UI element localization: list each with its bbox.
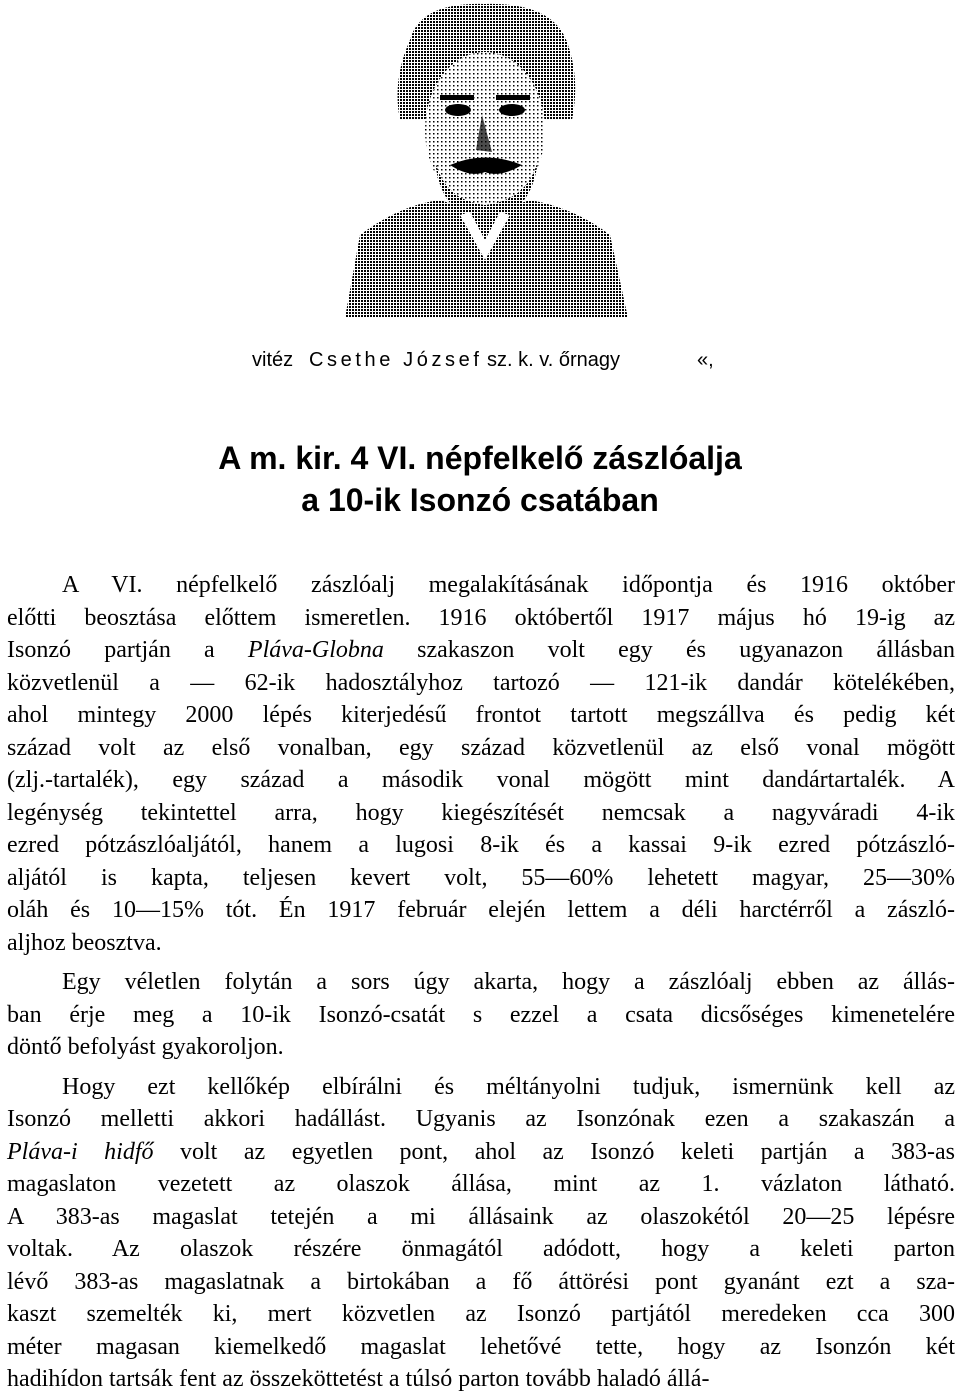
text-line: oláh és 10—15% tót. Én 1917 február elején lettem a déli harctérről a zászló- [7,897,955,923]
text-line: A 383-as magaslat tetején a mi állásaink az olaszokétól 20—25 lépésre [7,1203,955,1230]
caption-name: Csethe József [309,349,483,371]
italic-place-name: Pláva-i hidfő [7,1138,154,1165]
text-line: előtti beosztása előttem ismeretlen. 1916 októbertől 1917 május hó 19-ig az [7,604,955,631]
text-segment: volt az egyetlen pont, ahol az Isonzó keleti partján a 383-as [153,1138,955,1165]
text-line [7,1136,955,1169]
text-line: aljától is kapta, teljesen kevert volt, 55—60% lehetett magyar, 25—30% [7,864,955,891]
text-line: kaszt szemelték ki, mert közvetlen az Isonzó partjától meredeken cca 300 [7,1301,955,1327]
text-line: Hogy ezt kellőkép elbírálni és méltányolni tudjuk, ismernünk kell az [62,1073,955,1100]
text-line: Isonzó melletti akkori hadállást. Ugyanis az Isonzónak ezen a szakaszán a [7,1106,955,1132]
text-line: Egy véletlen folytán a sors úgy akarta, hogy a zászlóalj ebben az állás- [62,969,955,995]
text-line: A VI. népfelkelő zászlóalj megalakításának időpontja és 1916 október [62,572,955,598]
caption-mark: «, [697,349,714,371]
text-line: aljhoz beosztva. [7,929,162,956]
text-line: méter magasan kiemelkedő magaslat lehetővé tette, hogy az Isonzón két [7,1333,955,1360]
portrait-photo [340,0,630,318]
text-line: voltak. Az olaszok részére önmagától adódott, hogy a keleti parton [7,1236,955,1262]
text-line: magaslaton vezetett az olaszok állása, mint az 1. vázlaton látható. [7,1171,955,1197]
text-line: ban érje meg a 10-ik Isonzó-csatát s ezzel a csata dicsőséges kimenetelére [7,1001,955,1028]
text-line: hadihídon tartsák fent az összeköttetést a túlsó parton tovább haladó állá- [7,1366,710,1392]
body-text [7,569,955,1396]
paragraph [7,966,955,1064]
chapter-title-line-1: A m. kir. 4 VI. népfelkelő zászlóalja [218,440,742,476]
text-line: lévő 383-as magaslatnak a birtokában a fő áttörési pont gyanánt ezt a sza- [7,1268,955,1295]
text-segment: Isonzó partján a [7,637,248,663]
caption-rank: sz. k. v. őrnagy [487,349,621,371]
text-line: közvetlenül a — 62-ik hadosztályhoz tartozó — 121-ik dandár kötelékében, [7,669,955,696]
text-line: ezred pótzászlóaljától, hanem a lugosi 8-ik és a kassai 9-ik ezred pótzászló- [7,832,955,858]
caption-prefix: vitéz [252,349,294,371]
paragraph [7,569,955,959]
text-line [7,634,955,667]
text-line: döntő befolyást gyakoroljon. [7,1034,284,1060]
chapter-title-line-2: a 10-ik Isonzó csatában [301,482,659,518]
paragraph [7,1071,955,1396]
text-line: ahol mintegy 2000 lépés kiterjedésű frontot tartott megszállva és pedig két [7,702,955,728]
text-line: legénység tekintettel arra, hogy kiegészítését nemcsak a nagyváradi 4-ik [7,799,955,826]
text-line: (zlj.-tartalék), egy század a második vonal mögött mint dandártartalék. A [7,767,955,793]
italic-place-name: Pláva-Globna [247,637,384,663]
portrait-caption [0,349,960,377]
text-line: század volt az első vonalban, egy század közvetlenül az első vonal mögött [7,734,955,761]
text-segment: szakaszon volt egy és ugyanazon állásban [383,637,955,663]
